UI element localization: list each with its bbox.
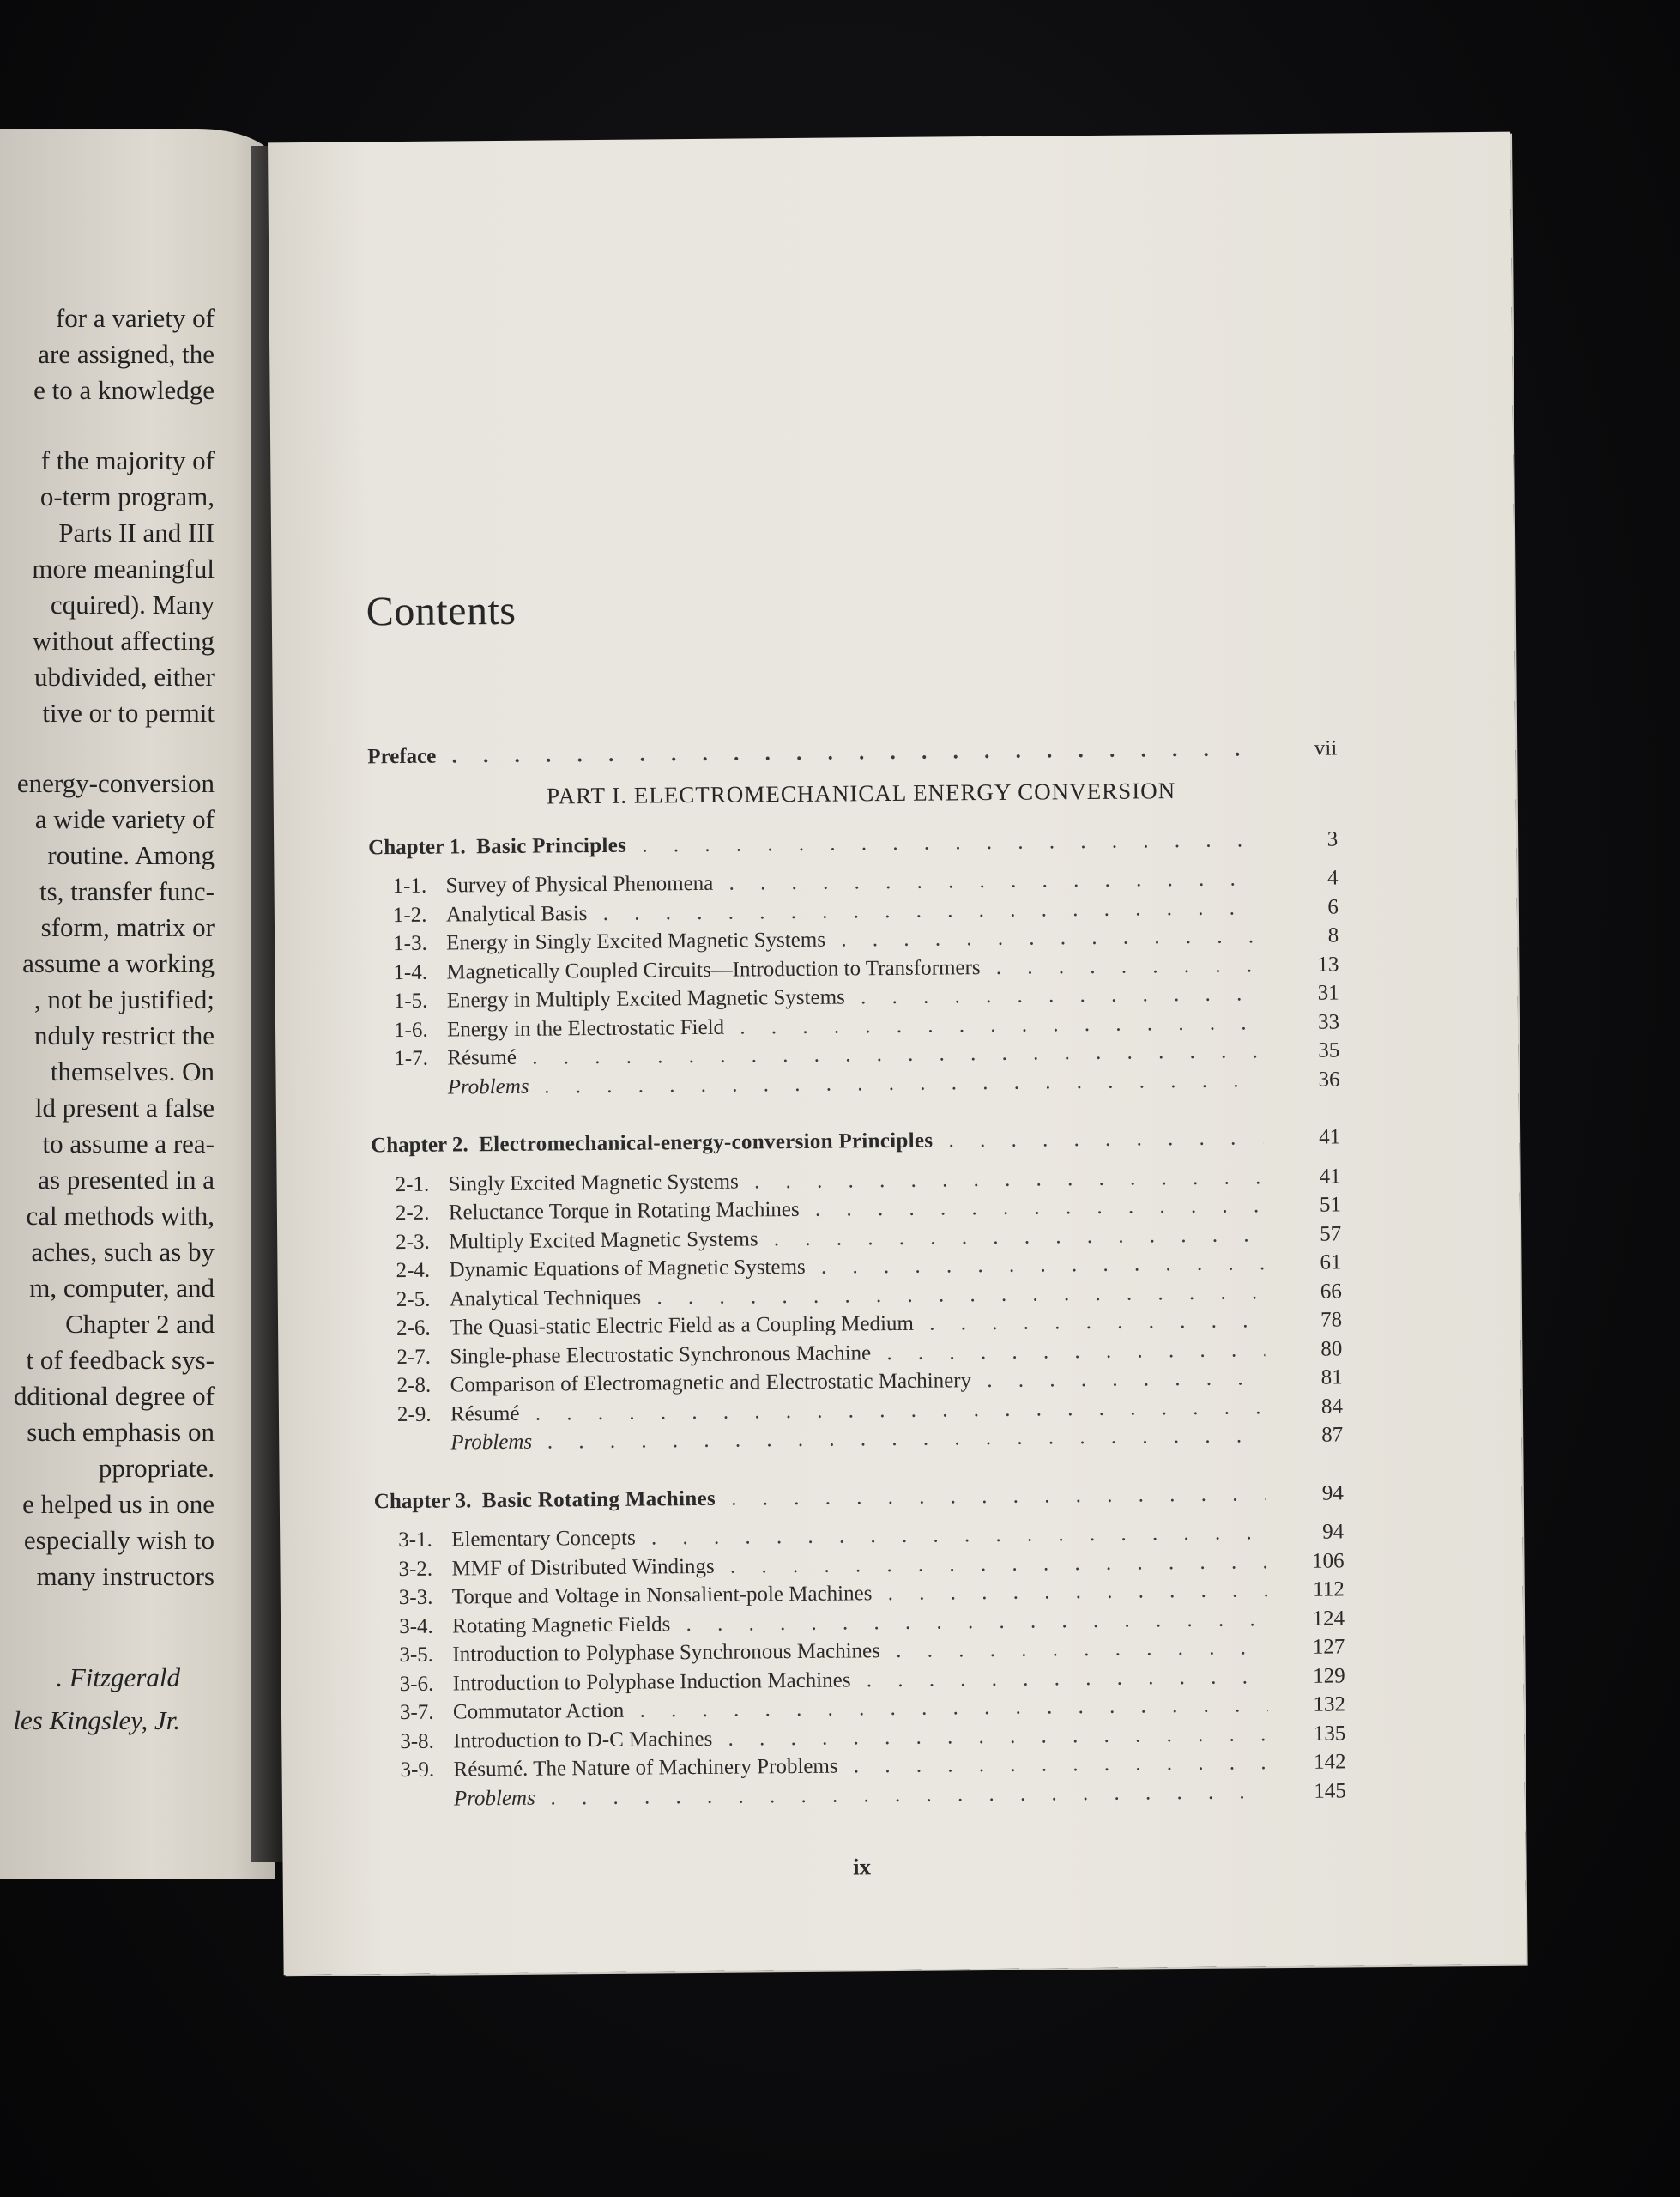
section-number: 2-5.: [396, 1287, 431, 1311]
section-title: Energy in Singly Excited Magnetic Systems: [446, 928, 826, 955]
section-title: Elementary Concepts: [451, 1526, 636, 1552]
toc-page-number: 41: [1319, 1125, 1341, 1149]
section-number: 3-7.: [399, 1700, 434, 1725]
part-heading: PART I. ELECTROMECHANICAL ENERGY CONVERSION: [546, 777, 1176, 809]
section-title: The Quasi-static Electric Field as a Coupling Medium: [449, 1311, 915, 1340]
problems-label: Problems . . .: [447, 1066, 1262, 1102]
left-page-line: t of feedback sys-: [26, 1345, 215, 1375]
left-page-line: to assume a rea-: [42, 1129, 215, 1159]
section-title: Multiply Excited Magnetic Systems: [449, 1226, 758, 1254]
toc-page-number: 132: [1313, 1692, 1346, 1716]
left-page-line: ld present a false: [34, 1092, 215, 1123]
section-title: Survey of Physical Phenomena: [445, 871, 714, 898]
section-number: 3-5.: [399, 1643, 434, 1667]
section-title: Résumé. The Nature of Machinery Problems: [453, 1754, 838, 1782]
left-page-line: ts, transfer func-: [39, 876, 215, 906]
left-page-text: [0, 300, 215, 1595]
section-number: 2-1.: [395, 1172, 430, 1196]
toc-page-number: 41: [1319, 1164, 1341, 1189]
toc-page-number: 57: [1320, 1221, 1342, 1246]
section-title: Introduction to Polyphase Induction Machines: [452, 1667, 851, 1696]
left-page-line: [0, 409, 215, 443]
section-number: 1-7.: [394, 1046, 429, 1071]
left-page-line: ubdivided, either: [33, 662, 215, 692]
section-title: Résumé: [450, 1401, 520, 1426]
section-number: 3-8.: [400, 1729, 434, 1753]
section-title: Energy in Multiply Excited Magnetic Systems: [446, 985, 845, 1013]
toc-page-number: 33: [1317, 1009, 1340, 1034]
left-page-line: are assigned, the: [38, 339, 215, 369]
left-page-line: Chapter 2 and: [65, 1309, 215, 1339]
section-title: Dynamic Equations of Magnetic Systems: [449, 1255, 806, 1282]
chapter-number: Chapter 2.: [371, 1133, 468, 1158]
left-page-line: , not be justified;: [33, 984, 215, 1014]
left-page: [0, 129, 275, 1879]
page-title: Contents: [366, 587, 517, 635]
section-title: Introduction to Polyphase Synchronous Machines: [452, 1639, 881, 1667]
left-page-line: tive or to permit: [42, 698, 215, 728]
left-page-line: energy-conversion: [16, 768, 215, 798]
toc-page-number: 81: [1320, 1365, 1343, 1389]
section-number: 1-1.: [392, 874, 427, 899]
left-page-line: e to a knowledge: [33, 375, 215, 405]
left-page-line: many instructors: [36, 1561, 215, 1591]
toc-page-number: 84: [1320, 1394, 1344, 1419]
left-page-line: routine. Among: [47, 840, 215, 870]
left-page-line: aches, such as by: [31, 1237, 215, 1267]
section-title: Introduction to D-C Machines: [453, 1727, 713, 1753]
left-page-line: cquired). Many: [50, 590, 215, 620]
toc-page-number: 80: [1320, 1336, 1343, 1361]
section-title: Analytical Basis: [445, 901, 588, 927]
chapter-number: Chapter 3.: [373, 1488, 472, 1513]
contents-page: [268, 132, 1526, 1976]
section-number: 2-2.: [395, 1201, 430, 1226]
left-page-line: o-term program,: [39, 481, 215, 511]
toc-page-number: 129: [1313, 1663, 1345, 1688]
section-number: 3-1.: [398, 1528, 432, 1552]
section-number: 1-2.: [392, 903, 427, 927]
section-title: MMF of Distributed Windings: [451, 1554, 715, 1581]
toc-page-number: 78: [1320, 1308, 1343, 1332]
left-page-line: themselves. On: [50, 1056, 215, 1086]
toc-page-number: 4: [1326, 866, 1339, 890]
section-title: Energy in the Electrostatic Field: [446, 1015, 725, 1042]
toc-page-number: 61: [1320, 1250, 1342, 1274]
left-page-line: f the majority of: [40, 445, 215, 475]
chapter-title: Basic Principles: [476, 833, 627, 858]
left-page-line: [0, 731, 215, 766]
left-page-line: a wide variety of: [34, 804, 215, 834]
left-page-line: dditional degree of: [13, 1381, 215, 1411]
section-title: Comparison of Electromagnetic and Electrostatic Machinery: [450, 1369, 972, 1397]
toc-page-number: 35: [1318, 1038, 1340, 1062]
section-number: 2-7.: [396, 1345, 432, 1369]
toc-page-number: 51: [1319, 1193, 1341, 1217]
section-title: Commutator Action: [452, 1698, 625, 1724]
toc-preface-page: vii: [1314, 736, 1338, 760]
left-page-line: Parts II and III: [58, 517, 215, 548]
left-page-line: as presented in a: [38, 1165, 215, 1195]
toc-page-number: 112: [1313, 1577, 1345, 1601]
left-page-line: sform, matrix or: [40, 912, 215, 942]
toc-page-number: 36: [1318, 1067, 1340, 1092]
toc-page-number: 87: [1321, 1423, 1344, 1447]
chapter-title: Electromechanical-energy-conversion Principles: [479, 1129, 934, 1157]
toc-page-number: 8: [1327, 923, 1339, 947]
section-title: Reluctance Torque in Rotating Machines: [448, 1197, 800, 1225]
section-number: 3-9.: [400, 1758, 435, 1782]
left-page-line: for a variety of: [55, 303, 215, 333]
left-page-line: more meaningful: [32, 554, 215, 584]
chapter-title: Basic Rotating Machines: [481, 1486, 716, 1512]
toc-page-number: 3: [1326, 826, 1339, 851]
left-page-line: e helped us in one: [22, 1489, 215, 1519]
section-number: 2-8.: [396, 1373, 432, 1398]
section-title: Singly Excited Magnetic Systems: [448, 1170, 739, 1196]
toc-page-number: 135: [1313, 1721, 1346, 1746]
toc-page-number: 94: [1321, 1480, 1344, 1505]
signature-line: . Fitzgerald: [56, 1662, 180, 1692]
section-number: 1-3.: [393, 931, 427, 956]
section-title: Magnetically Coupled Circuits—Introduction to Transformers: [446, 955, 981, 984]
section-title: Résumé: [447, 1045, 517, 1070]
toc-page-number: 94: [1322, 1520, 1345, 1544]
left-page-line: such emphasis on: [27, 1417, 215, 1447]
toc-page-number: 145: [1314, 1778, 1346, 1803]
left-page-line: assume a working: [22, 948, 215, 978]
section-title: Single-phase Electrostatic Synchronous Machine: [450, 1341, 872, 1369]
left-page-line: ppropriate.: [98, 1453, 215, 1483]
section-number: 2-3.: [396, 1230, 430, 1254]
left-page-line: nduly restrict the: [33, 1020, 215, 1050]
left-page-line: m, computer, and: [29, 1273, 215, 1303]
signature-line: les Kingsley, Jr.: [13, 1705, 180, 1735]
toc-page-number: 124: [1312, 1606, 1345, 1631]
section-number: 1-4.: [393, 960, 428, 984]
section-number: 2-6.: [396, 1316, 431, 1341]
section-title: Torque and Voltage in Nonsalient-pole Machines: [451, 1582, 873, 1609]
table-of-contents: [367, 734, 1346, 1832]
section-title: Analytical Techniques: [449, 1286, 642, 1311]
section-number: 3-4.: [399, 1614, 433, 1638]
left-page-line: without affecting: [32, 626, 215, 656]
toc-page-number: 31: [1317, 981, 1339, 1005]
problems-label: Problems . . .: [454, 1777, 1269, 1813]
problems-label: Problems . . .: [450, 1421, 1266, 1457]
toc-preface-label: Preface . . .: [367, 735, 1260, 772]
left-page-line: cal methods with,: [26, 1201, 215, 1231]
author-signatures: [13, 1656, 180, 1742]
toc-page-number: 66: [1320, 1279, 1342, 1304]
section-number: 3-6.: [399, 1672, 434, 1696]
section-number: 3-3.: [398, 1585, 433, 1610]
section-number: 2-9.: [396, 1402, 432, 1426]
section-title: Rotating Magnetic Fields: [451, 1612, 671, 1638]
section-number: 2-4.: [396, 1258, 431, 1283]
section-number: 1-6.: [393, 1018, 428, 1042]
page-number: ix: [852, 1854, 872, 1880]
toc-page-number: 6: [1327, 894, 1339, 919]
toc-page-number: 106: [1311, 1548, 1345, 1573]
toc-page-number: 127: [1312, 1635, 1345, 1659]
toc-page-number: 13: [1317, 952, 1339, 977]
section-number: 1-5.: [393, 989, 428, 1014]
left-page-line: especially wish to: [23, 1525, 215, 1555]
chapter-list: [368, 814, 1346, 1832]
toc-page-number: 142: [1313, 1750, 1346, 1774]
chapter-number: Chapter 1.: [368, 834, 466, 859]
section-number: 3-2.: [398, 1557, 433, 1581]
